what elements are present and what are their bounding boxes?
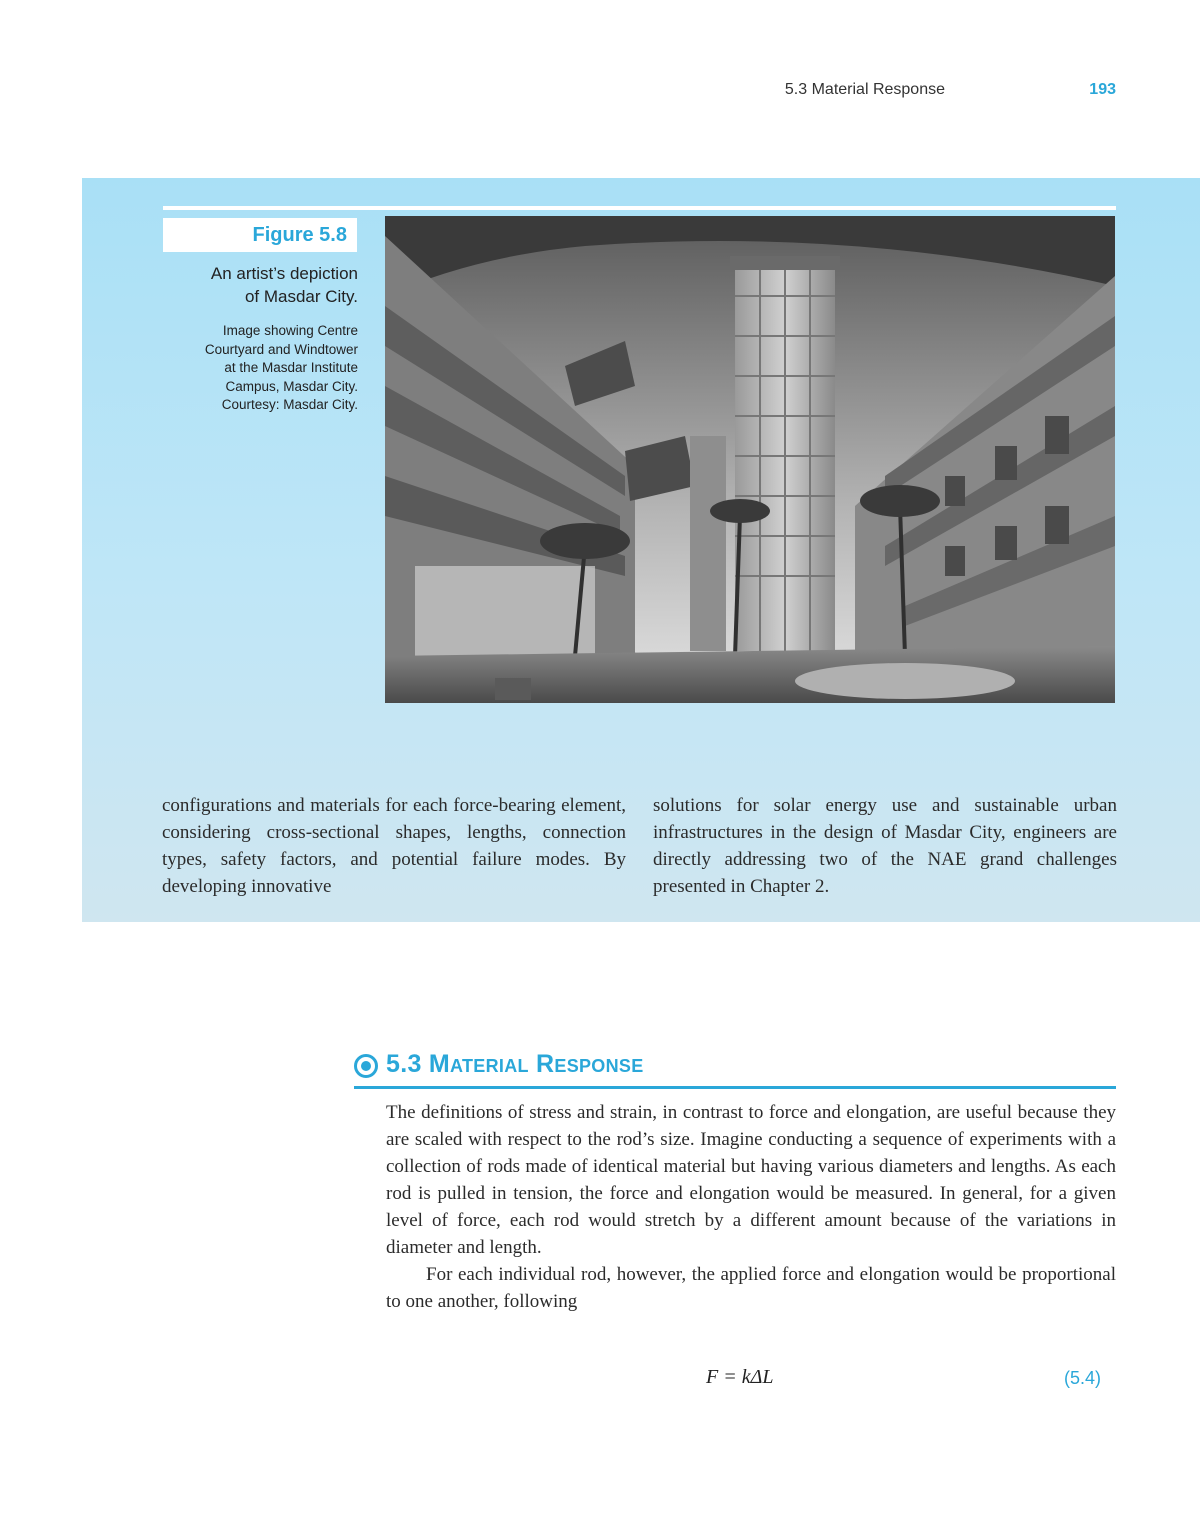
figure-credit-line: Campus, Masdar City. (225, 378, 358, 394)
section-body (386, 1099, 1116, 1315)
figure-credit-line: Courtyard and Windtower (204, 341, 358, 357)
section-heading (354, 1050, 1116, 1089)
figure-credit-line: Image showing Centre (222, 323, 358, 338)
panel-rule (163, 206, 1116, 210)
target-circle-icon (354, 1054, 378, 1078)
running-head-section: 5.3 Material Response (784, 81, 945, 98)
equation-number: (5.4) (1064, 1368, 1102, 1388)
figure-label: Figure 5.8 (163, 218, 357, 252)
paragraph: The definitions of stress and strain, in contrast to force and elongation, are useful because they are scaled with respect to the rod’s size. Imagine conducting a sequence of experiments with a collection of rods made of identical material but having various diameters and lengths. As each rod is pulled in tension, the force and elongation would be measured. In general, for a given level of force, each rod would stretch by a different amount because of the variations in diameter and length. (386, 1102, 1116, 1258)
paragraph: For each individual rod, however, the applied force and elongation would be proportional to one another, following (386, 1264, 1116, 1312)
equation: F = kΔL (706, 1366, 774, 1388)
figure-credit-line: Courtesy: Masdar City. (221, 397, 358, 412)
figure-caption-line: of Masdar City. (244, 287, 358, 306)
panel-text-right: solutions for solar energy use and sustainable urban infrastructures in the design of Masdar City, engineers are directly addressing two of the NAE grand challenges presented in Chapter 2. (653, 795, 1117, 897)
running-head (760, 79, 1120, 103)
figure-caption (163, 262, 358, 308)
section-title: 5.3 Material Response (386, 1050, 644, 1078)
figure-credit (150, 322, 358, 415)
photo-illustration (385, 216, 1115, 703)
figure-caption-line: An artist’s depiction (210, 264, 358, 283)
panel-text-left: configurations and materials for each force-bearing element, considering cross-sectional shapes, lengths, connection types, safety factors, and potential failure modes. By developing innovative (162, 795, 626, 897)
masdar-city-photo (385, 216, 1115, 703)
figure-credit-line: at the Masdar Institute (224, 360, 358, 375)
page-number: 193 (1089, 81, 1116, 98)
